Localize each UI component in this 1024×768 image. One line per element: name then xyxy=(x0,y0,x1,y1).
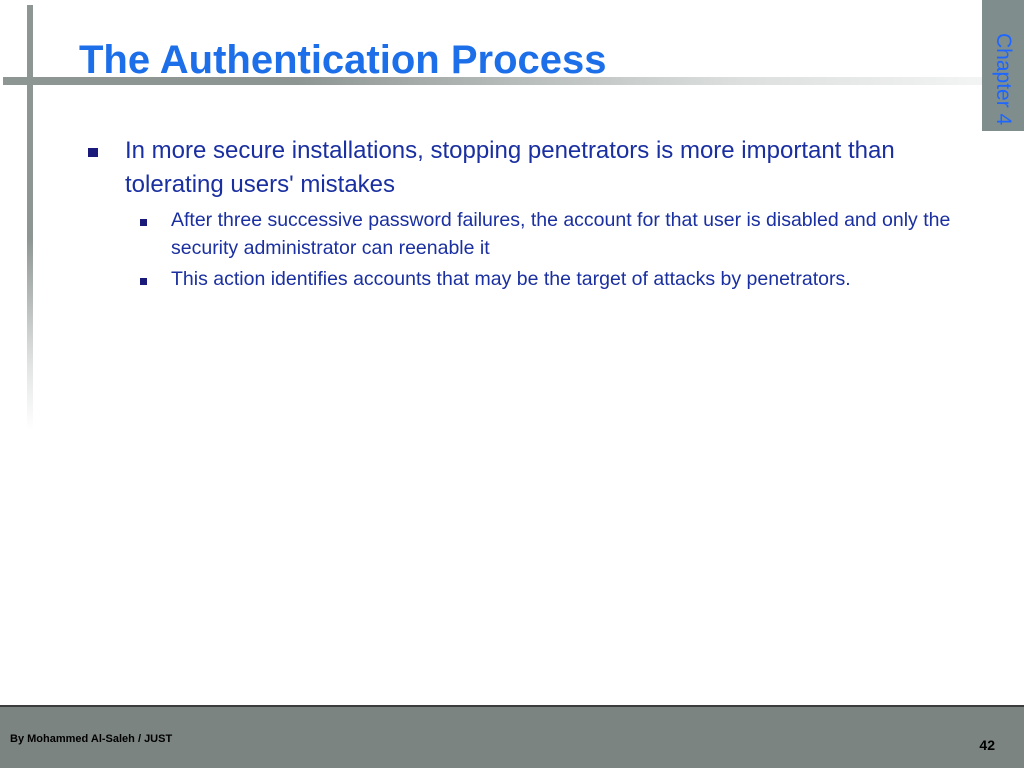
small-square-bullet-icon xyxy=(140,219,147,226)
chapter-label: Chapter 4 xyxy=(992,32,1015,125)
small-square-bullet-icon xyxy=(140,278,147,285)
page-number: 42 xyxy=(979,737,995,753)
footer-author: By Mohammed Al-Saleh / JUST xyxy=(10,733,173,745)
square-bullet-icon xyxy=(88,148,98,157)
decorative-vertical-bar xyxy=(27,5,33,430)
chapter-tab xyxy=(982,0,1024,131)
slide-footer xyxy=(0,705,1024,768)
bullet-level1-text: In more secure installations, stopping penetrators is more important than tolerating users' mistakes xyxy=(125,137,895,198)
bullet-level2-text: This action identifies accounts that may be the target of attacks by penetrators. xyxy=(171,268,851,290)
bullet-level2-text: After three successive password failures, the account for that user is disabled and only the security administrator can reenable it xyxy=(171,209,951,259)
slide-title: The Authentication Process xyxy=(79,38,607,82)
